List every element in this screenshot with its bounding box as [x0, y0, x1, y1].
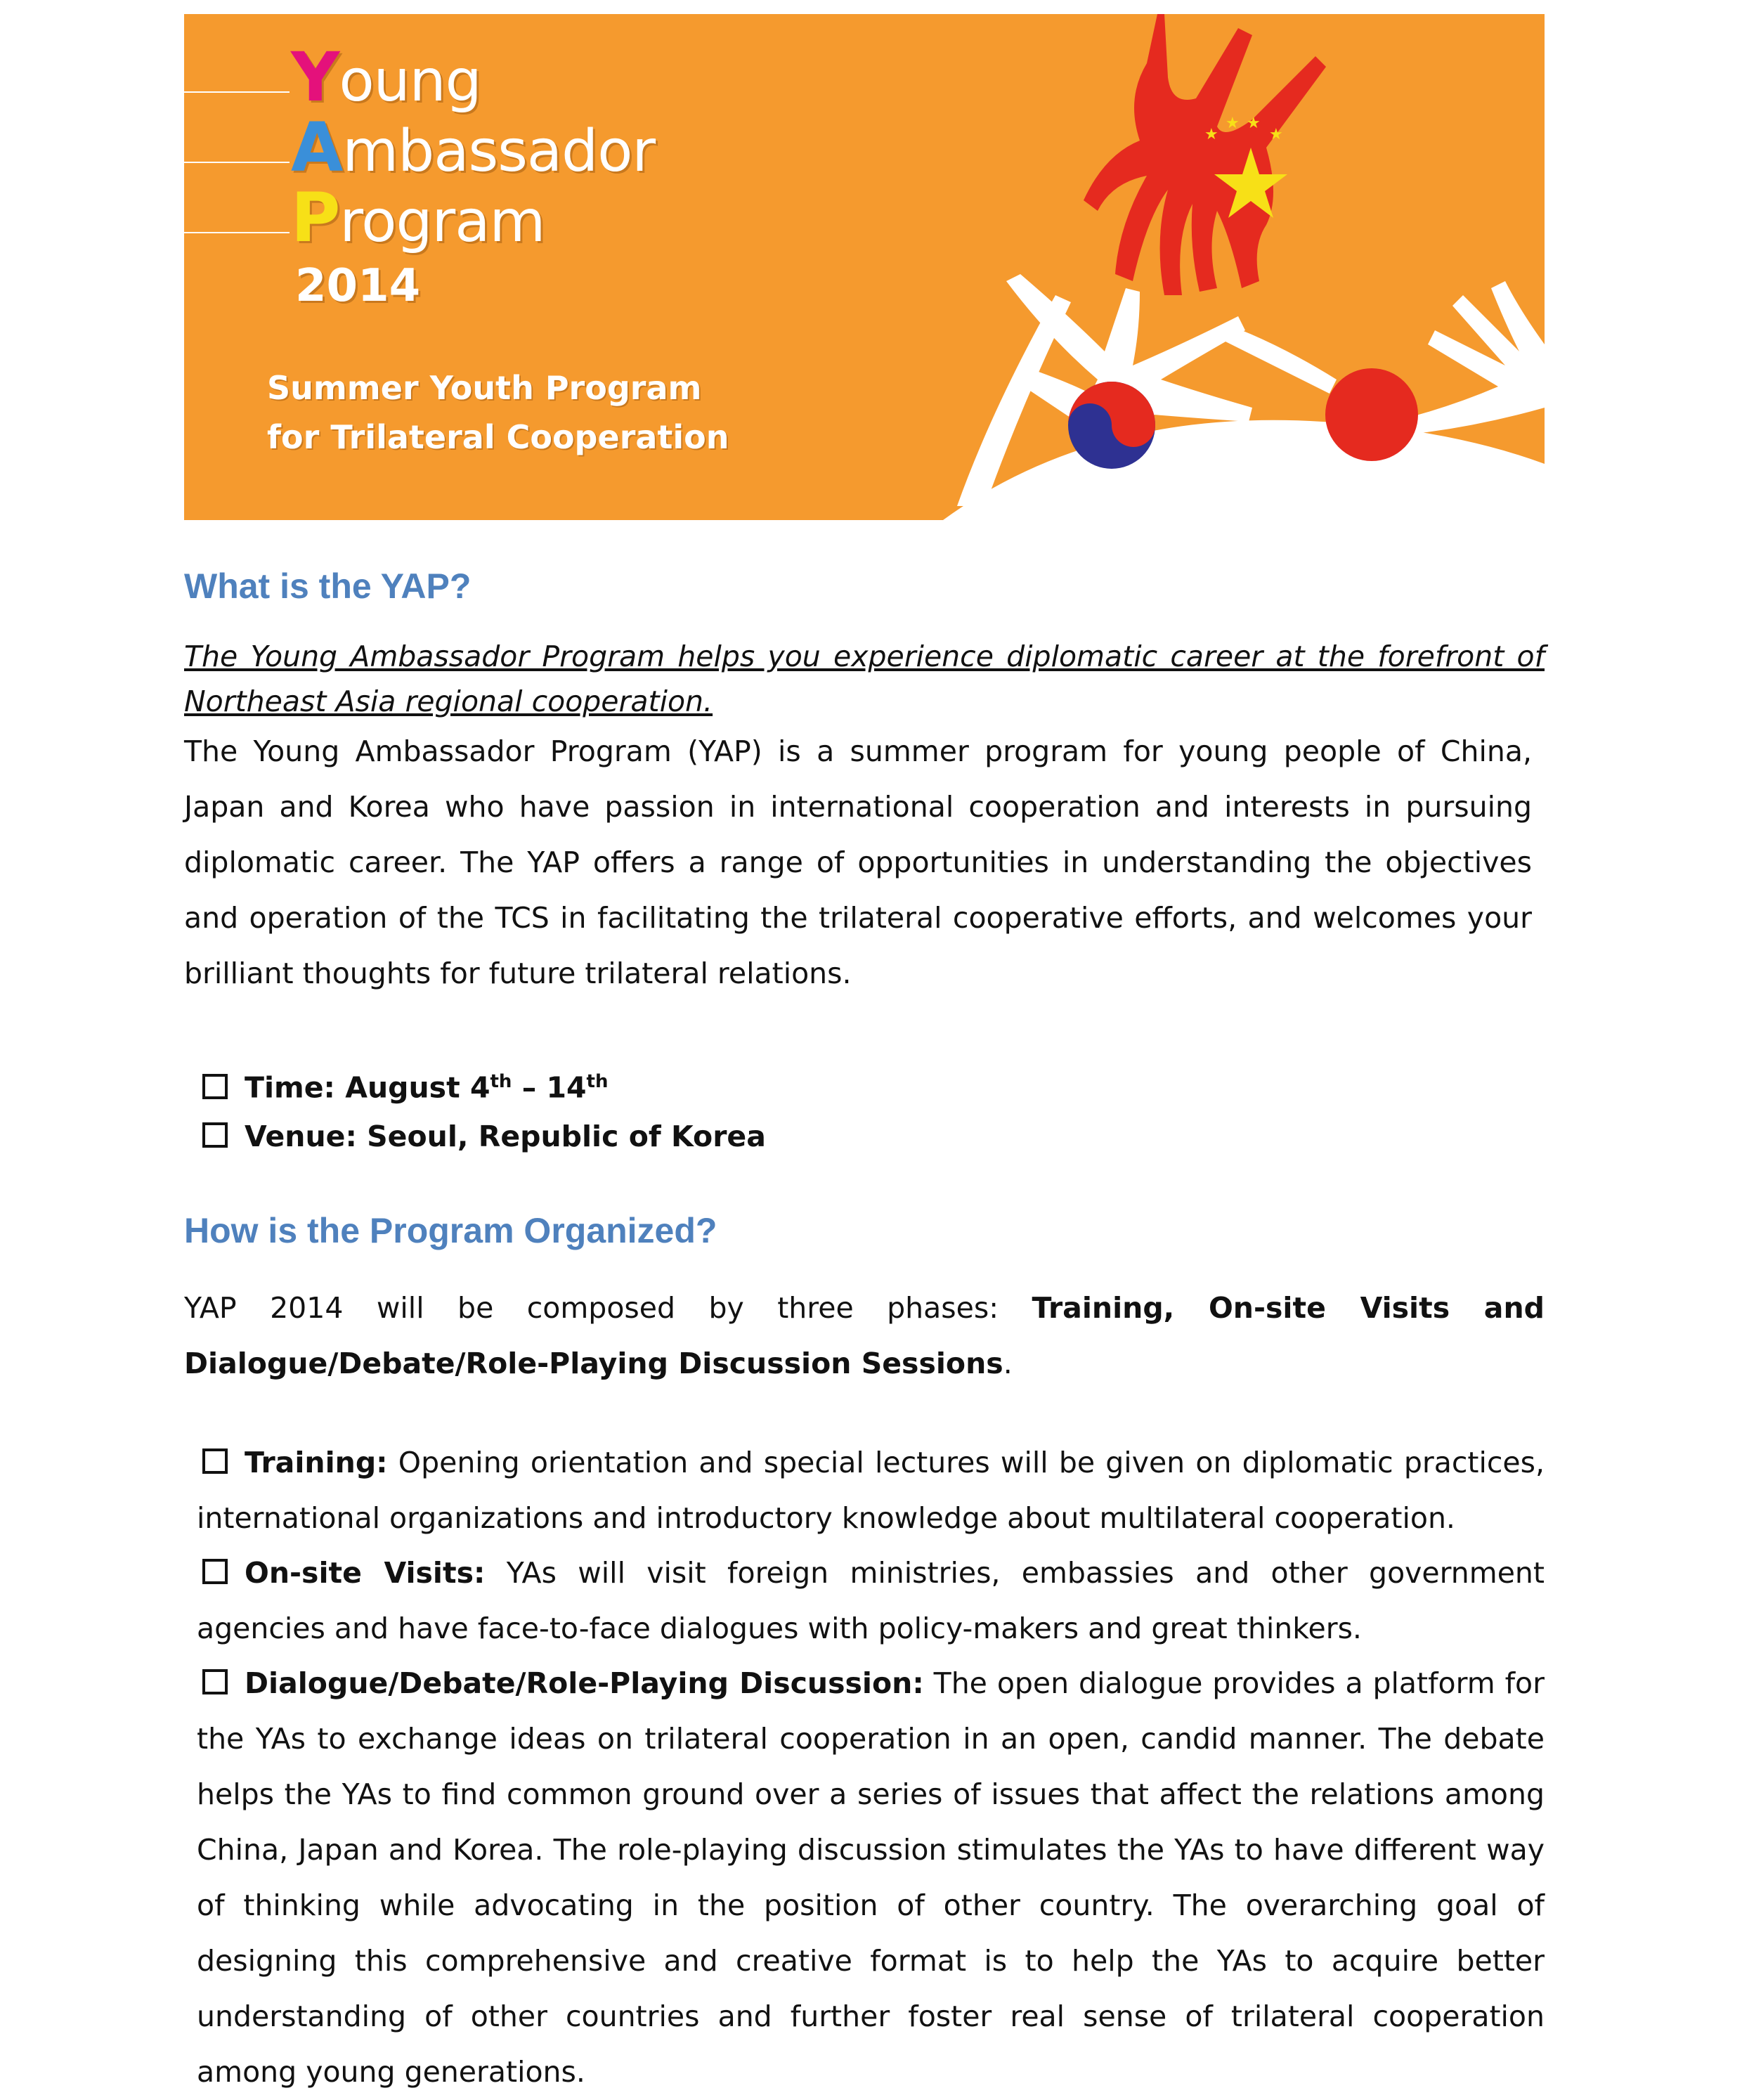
banner-subtitle-1: Summer Youth Program — [267, 369, 702, 407]
checkbox-icon — [202, 1122, 228, 1148]
yap-banner — [184, 14, 1545, 520]
section-heading-how: How is the Program Organized? — [184, 1211, 717, 1250]
checkbox-icon — [202, 1559, 228, 1584]
phase-item-training: Training: Opening orientation and special lectures will be given on diplomatic practices, international organizations and introductory knowledge about multilateral cooperation. — [197, 1446, 1545, 1535]
banner-title-program: Program — [291, 179, 545, 257]
banner-year: 2014 — [295, 260, 421, 312]
svg-text:★: ★ — [1204, 125, 1218, 143]
banner-title-young: Young — [291, 38, 481, 117]
intro-paragraph: The Young Ambassador Program (YAP) is a summer program for young people of China, Japan and Korea who have passion in international cooperation and interests in pursuing diplomatic career. The YAP offers a range of opportunities in understanding the objectives and operation of the TCS in facilitating the trilateral cooperative efforts, and welcomes your brilliant thoughts for future trilateral relations. — [184, 734, 1532, 990]
phase-item-onsite: On-site Visits: YAs will visit foreign ministries, embassies and other government agencies and have face-to-face dialogues with policy-makers and great thinkers. — [197, 1556, 1545, 1645]
korea-taegeuk-icon — [1068, 382, 1155, 469]
banner-title-ambassador: Ambassador — [291, 108, 656, 187]
organization-intro: YAP 2014 will be composed by three phases: Training, On-site Visits and Dialogue/Debate/Role-Playing Discussion Sessions. — [184, 1291, 1545, 1380]
banner-subtitle-2: for Trilateral Cooperation — [267, 418, 729, 456]
svg-text:★: ★ — [1247, 114, 1261, 131]
time-item: Time: August 4th – 14th — [202, 1054, 609, 1116]
lead-sentence: The Young Ambassador Program helps you experience diplomatic career at the forefront of Northeast Asia regional cooperation. — [184, 640, 1545, 718]
venue-item: Venue: Seoul, Republic of Korea — [202, 1109, 766, 1165]
svg-text:★: ★ — [1269, 125, 1283, 143]
section-heading-what: What is the YAP? — [184, 566, 472, 606]
checkbox-icon — [202, 1669, 228, 1694]
svg-text:★: ★ — [1226, 114, 1240, 131]
checkbox-icon — [202, 1448, 228, 1474]
japan-circle-icon — [1325, 368, 1418, 461]
phase-item-dialogue: Dialogue/Debate/Role-Playing Discussion: The open dialogue provides a platform for the YAs to exchange ideas on trilateral cooperation in an open, candid manner. The debate helps the YAs to find common ground over a series of issues that affect the relations among China, Japan and Korea. The role-playing discussion stimulates the YAs to have different way of thinking while advocating in the position of other country. The overarching goal of designing this comprehensive and creative format is to help the YAs to acquire better understanding of other countries and further foster real sense of trilateral cooperation among young generations. — [197, 1666, 1545, 2089]
checkbox-icon — [202, 1074, 228, 1099]
